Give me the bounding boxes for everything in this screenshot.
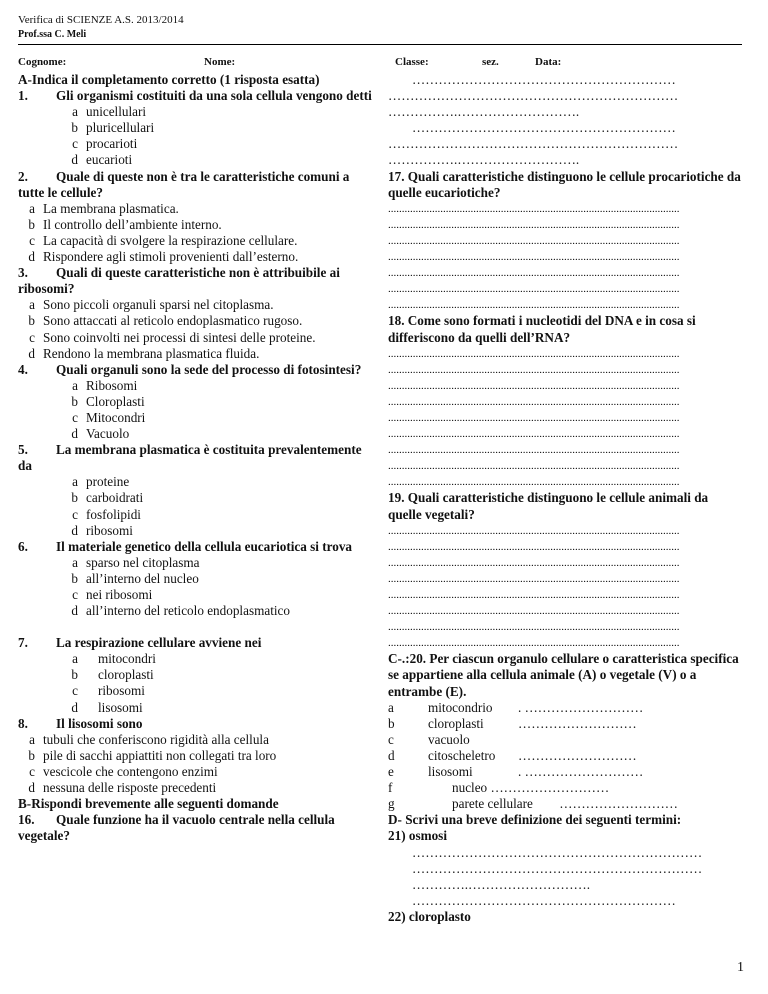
q5-option-a: a proteine <box>72 474 130 490</box>
answer-line: .......................................................................................................... <box>388 476 680 489</box>
q7-option-a: a mitocondri <box>72 651 156 667</box>
item-d: d citoscheletro ……………………… <box>388 747 637 763</box>
question-17: 17. Quali caratteristiche distinguono le cellule procariotiche da quelle eucariotiche? <box>388 168 741 200</box>
answer-line: …………………………………………………… <box>412 72 676 87</box>
question-18: 18. Come sono formati i nucleotidi del DNA e in cosa si differiscono da quelli dell’RNA? <box>388 313 696 345</box>
answer-line: .......................................................................................................... <box>388 202 680 215</box>
q3-option-c: c Sono coinvolti nei processi di sintesi delle proteine. <box>29 329 316 345</box>
q3-option-a: a Sono piccoli organuli sparsi nel citoplasma. <box>29 297 274 313</box>
answer-line: ………….………………………. <box>412 876 591 892</box>
q8-option-d: d nessuna delle risposte precedenti <box>28 780 217 796</box>
q8-option-b: b pile di sacchi appiattiti non collegati tra loro <box>28 747 277 763</box>
answer-line: .......................................................................................................... <box>388 444 680 457</box>
section-b-title: B-Rispondi brevemente alle seguenti domande <box>18 796 279 812</box>
answer-line: .......................................................................................................... <box>388 347 680 360</box>
question-3: 3. Quali di queste caratteristiche non è attribuibile ai ribosomi? <box>18 265 340 297</box>
answer-line: .......................................................................................................... <box>388 605 680 618</box>
answer-line: .......................................................................................................... <box>388 540 680 553</box>
answer-line: ………………………………………………………… <box>388 136 679 152</box>
q5-option-d: d ribosomi <box>71 522 133 538</box>
q1-option-c: c procarioti <box>72 136 138 152</box>
answer-line: .......................................................................................................... <box>388 234 680 247</box>
answer-line: …………………………………………………… <box>412 892 676 908</box>
answer-line: .......................................................................................................... <box>388 572 680 585</box>
term-21: 21) osmosi <box>388 828 447 844</box>
question-6: 6. Il materiale genetico della cellula eucariotica si trova <box>18 538 353 554</box>
question-4: 4. Quali organuli sono la sede del processo di fotosintesi? <box>18 361 362 377</box>
answer-line: …………….………………………. <box>388 104 580 120</box>
question-5: 5. La membrana plasmatica è costituita prevalentemente da <box>18 442 362 474</box>
section-d-title: D- Scrivi una breve definizione dei seguenti termini: <box>388 812 682 828</box>
item-e: e lisosomi . ……………………… <box>388 764 644 780</box>
answer-line: .......................................................................................................... <box>388 283 680 296</box>
q1-option-d: d eucarioti <box>71 152 133 168</box>
question-8: 8. Il lisosomi sono <box>18 715 143 731</box>
answer-line: .......................................................................................................... <box>388 460 680 473</box>
question-19: 19. Quali caratteristiche distinguono le cellule animali da quelle vegetali? <box>388 490 709 522</box>
q8-option-c: c vescicole che contengono enzimi <box>29 763 218 779</box>
q8-option-a: a tubuli che conferiscono rigidità alla cellula <box>29 731 269 747</box>
q5-option-b: b carboidrati <box>71 490 144 506</box>
cognome-label: Cognome: <box>18 56 67 68</box>
answer-line: .......................................................................................................... <box>388 363 680 376</box>
answer-line: .......................................................................................................... <box>388 524 680 537</box>
question-1: 1. Gli organismi costituiti da una sola cellula vengono detti <box>18 88 372 104</box>
q3-option-b: b Sono attaccati al reticolo endoplasmatico rugoso. <box>28 313 303 329</box>
answer-line: ………………………………………………………… <box>412 844 703 860</box>
q4-option-a: a Ribosomi <box>72 377 138 393</box>
q4-option-c: c Mitocondri <box>72 409 146 425</box>
answer-line: .......................................................................................................... <box>388 379 680 392</box>
q7-option-d: d lisosomi <box>71 699 143 715</box>
answer-line: .......................................................................................................... <box>388 299 680 312</box>
q5-option-c: c fosfolipidi <box>72 506 141 522</box>
answer-line: ………………………………………………………… <box>412 860 703 876</box>
q6-option-a: a sparso nel citoplasma <box>72 554 200 570</box>
q1-option-a: a unicellulari <box>72 104 147 120</box>
header-rule <box>18 44 742 45</box>
item-b: b cloroplasti ……………………… <box>388 715 637 731</box>
answer-line: .......................................................................................................... <box>388 411 680 424</box>
answer-line: .......................................................................................................... <box>388 395 680 408</box>
header-teacher: Prof.ssa C. Meli <box>18 29 87 40</box>
q3-option-d: d Rendono la membrana plasmatica fluida. <box>28 345 260 361</box>
answer-line: .......................................................................................................... <box>388 267 680 280</box>
answer-line: .......................................................................................................... <box>388 556 680 569</box>
section-c-title: C-.:20. Per ciascun organulo cellulare o caratteristica specifica se appartiene alla cellula animale (A) o vegetale (V) o a entrambe (E). <box>388 651 739 699</box>
section-a-title: A-Indica il completamento corretto (1 risposta esatta) <box>18 72 320 87</box>
item-c: c vacuolo <box>388 731 470 747</box>
term-22: 22) cloroplasto <box>388 908 471 924</box>
sez-label: sez. <box>482 56 499 68</box>
header-course: Verifica di SCIENZE A.S. 2013/2014 <box>18 14 184 26</box>
q2-option-b: b Il controllo dell’ambiente interno. <box>28 216 222 232</box>
data-label: Data: <box>535 56 562 68</box>
answer-line: …………….………………………. <box>388 152 580 168</box>
item-a: a mitocondrio . ……………………… <box>388 699 644 715</box>
answer-line: .......................................................................................................... <box>388 218 680 231</box>
right-column <box>388 72 742 925</box>
question-7: 7. La respirazione cellulare avviene nei <box>18 635 262 651</box>
question-16: 16. Quale funzione ha il vacuolo centrale nella cellula vegetale? <box>18 812 335 844</box>
q6-option-c: c nei ribosomi <box>72 587 153 602</box>
q7-option-b: b cloroplasti <box>71 667 154 683</box>
answer-line: ………………………………………………………… <box>388 88 679 104</box>
q4-option-d: d Vacuolo <box>71 426 130 442</box>
question-2: 2. Quale di queste non è tra le caratteristiche comuni a tutte le cellule? <box>18 168 350 200</box>
q2-option-c: c La capacità di svolgere la respirazione cellulare. <box>29 232 298 248</box>
left-column <box>18 72 376 844</box>
answer-line: .......................................................................................................... <box>388 251 680 264</box>
q4-option-b: b Cloroplasti <box>71 393 145 409</box>
answer-line: .......................................................................................................... <box>388 428 680 441</box>
answer-line: …………………………………………………… <box>412 120 676 136</box>
q1-option-b: b pluricellulari <box>71 120 155 136</box>
q7-option-c: c ribosomi <box>72 683 145 699</box>
nome-label: Nome: <box>204 56 236 68</box>
answer-line: .......................................................................................................... <box>388 637 680 650</box>
q2-option-d: d Rispondere agli stimoli provenienti dall’esterno. <box>28 249 299 265</box>
q6-option-d: d all’interno del reticolo endoplasmatico <box>71 603 290 619</box>
answer-line: .......................................................................................................... <box>388 621 680 634</box>
classe-label: Classe: <box>395 56 429 68</box>
item-f: f nucleo ……………………… <box>388 780 610 796</box>
item-g: g parete cellulare ……………………… <box>388 796 678 812</box>
answer-line: .......................................................................................................... <box>388 589 680 601</box>
q2-option-a: a La membrana plasmatica. <box>29 200 179 216</box>
q6-option-b: b all’interno del nucleo <box>71 570 199 586</box>
page-number: 1 <box>737 960 744 975</box>
